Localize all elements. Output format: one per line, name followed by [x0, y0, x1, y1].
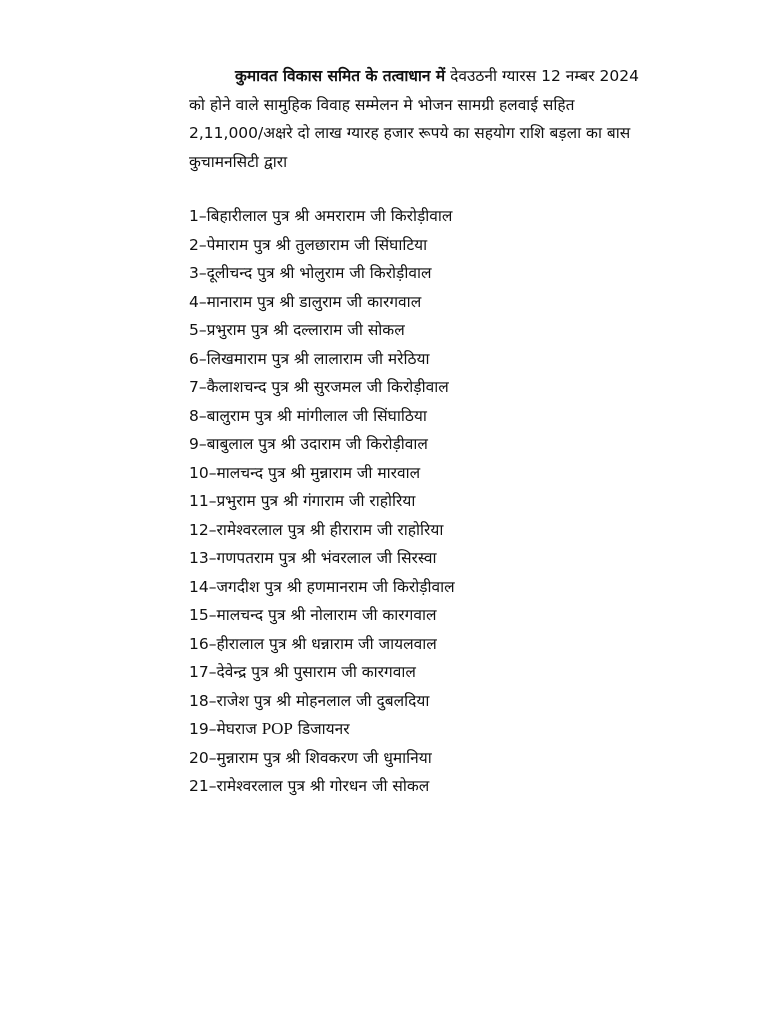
donor-item-4: 4–मानाराम पुत्र श्री डालुराम जी कारगवाल [189, 292, 422, 311]
donor-item-18: 18–राजेश पुत्र श्री मोहनलाल जी दुबलदिया [189, 691, 430, 710]
donor-item-6: 6–लिखमाराम पुत्र श्री लालाराम जी मरेठिया [189, 349, 430, 368]
donor-item-8: 8–बालुराम पुत्र श्री मांगीलाल जी सिंघाठिया [189, 406, 427, 425]
intro-line-3: 2,11,000/अक्षरे दो लाख ग्यारह हजार रूपये का सहयोग राशि बड़ला का बास [189, 124, 631, 142]
donor-item-11: 11–प्रभुराम पुत्र श्री गंगाराम जी राहोरिया [189, 492, 416, 510]
donor-19-prefix: 19–मेघराज [189, 720, 262, 738]
intro-paragraph [189, 62, 711, 176]
intro-line-4: कुचामनसिटी द्वारा [189, 152, 288, 171]
donor-19-suffix: डिजायनर [292, 720, 350, 738]
donor-item-16: 16–हीरालाल पुत्र श्री धन्नाराम जी जायलवाल [189, 634, 437, 653]
donor-item-2: 2–पेमाराम पुत्र श्री तुलछाराम जी सिंघाटिया [189, 235, 428, 254]
intro-line-2: को होने वाले सामुहिक विवाह सम्मेलन मे भोजन सामग्री हलवाई सहित [189, 95, 575, 114]
donor-item-10: 10–मालचन्द पुत्र श्री मुन्नाराम जी मारवाल [189, 463, 421, 482]
intro-line-1 [189, 62, 711, 91]
donor-item-14: 14–जगदीश पुत्र श्री हणमानराम जी किरोड़ीवाल [189, 577, 455, 596]
donor-19-latin: POP [261, 719, 293, 738]
donor-item-21: 21–रामेश्वरलाल पुत्र श्री गोरधन जी सोकल [189, 777, 430, 795]
donor-item-12: 12–रामेश्वरलाल पुत्र श्री हीराराम जी राहोरिया [189, 520, 444, 539]
donor-item-20: 20–मुन्नाराम पुत्र श्री शिवकरण जी धुमानिया [189, 748, 432, 767]
donor-item-15: 15–मालचन्द पुत्र श्री नोलाराम जी कारगवाल [189, 606, 437, 624]
donor-item-5: 5–प्रभुराम पुत्र श्री दल्लाराम जी सोकल [189, 321, 405, 339]
donor-item-3: 3–दूलीचन्द पुत्र श्री भोलुराम जी किरोड़ीवाल [189, 264, 432, 282]
organization-name: कुमावत विकास समित के तत्वाधान में [235, 67, 446, 85]
donor-item-13: 13–गणपतराम पुत्र श्री भंवरलाल जी सिरस्वा [189, 549, 437, 567]
donor-item-19 [189, 715, 455, 744]
donor-item-1: 1–बिहारीलाल पुत्र श्री अमराराम जी किरोड़ीवाल [189, 207, 453, 225]
donor-item-9: 9–बाबुलाल पुत्र श्री उदाराम जी किरोड़ीवाल [189, 435, 428, 453]
event-date-text: देवउठनी ग्यारस 12 नम्बर 2024 [445, 67, 639, 85]
donor-list [189, 202, 455, 801]
donor-item-7: 7–कैलाशचन्द पुत्र श्री सुरजमल जी किरोड़ीवाल [189, 378, 449, 396]
donor-item-17: 17–देवेन्द्र पुत्र श्री पुसाराम जी कारगवाल [189, 663, 416, 681]
